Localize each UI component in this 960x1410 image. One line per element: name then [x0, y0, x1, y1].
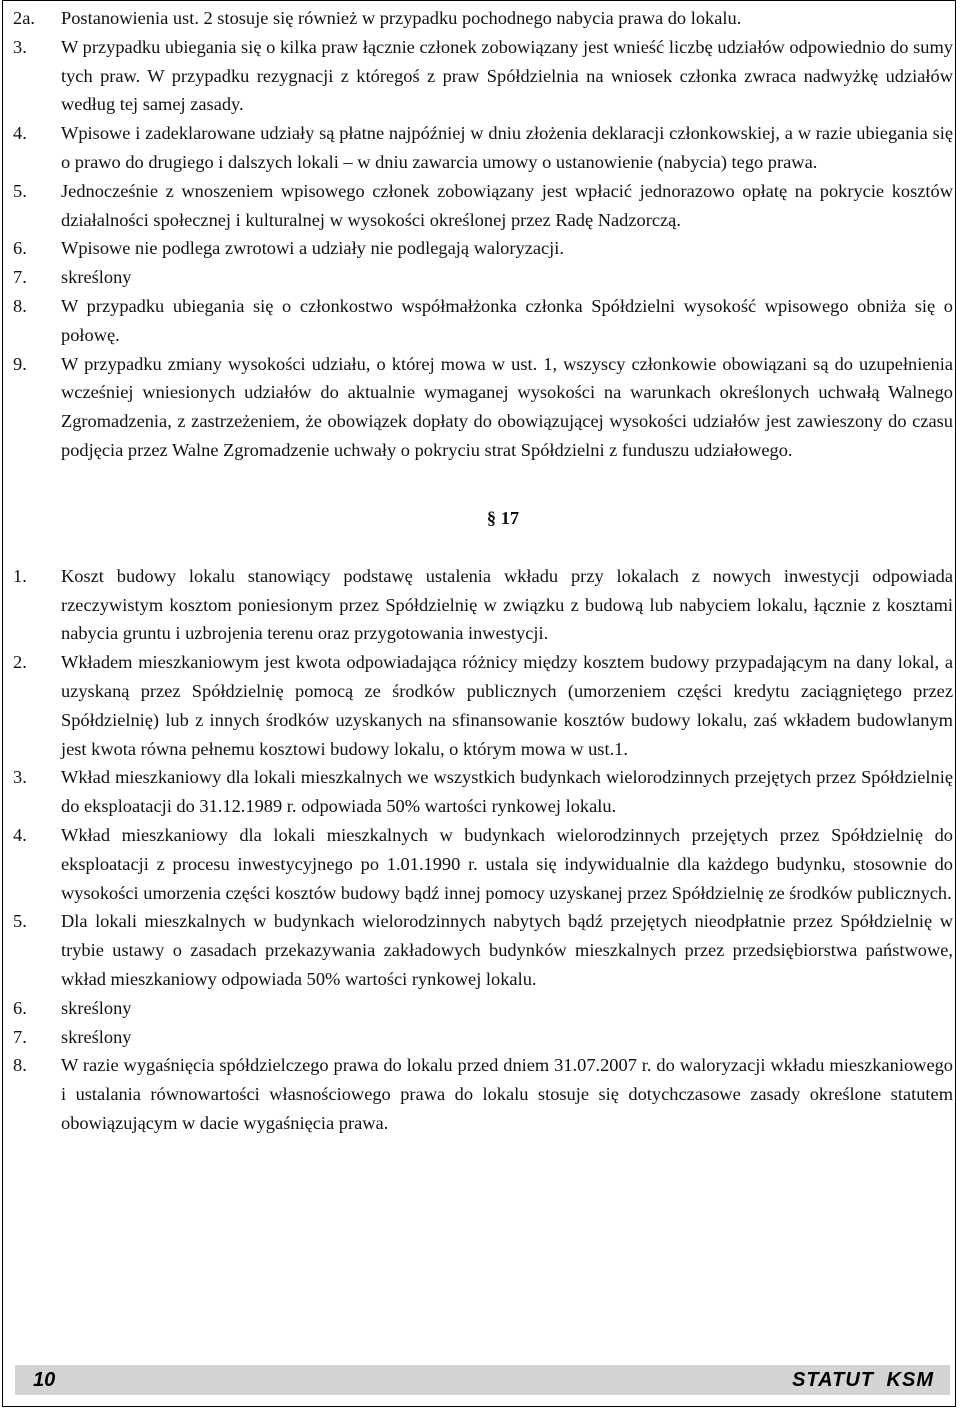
item-text: Wpisowe nie podlega zwrotowi a udziały nie podlegają waloryzacji.	[61, 238, 565, 259]
item-number: 7.	[13, 267, 27, 288]
list-item	[13, 177, 953, 235]
item-number: 4.	[13, 123, 27, 144]
list-item	[13, 263, 953, 292]
item-number: 5.	[13, 180, 27, 201]
list-item	[13, 763, 953, 821]
section-heading: § 17	[486, 508, 520, 529]
item-text: Wkład mieszkaniowy dla lokali mieszkalnych we wszystkich budynkach wielorodzinnych przejętych przez Spółdzielnię do eksploatacji do 31.12.1989 r. odpowiada 50% wartości rynkowej lokalu.	[61, 767, 953, 817]
item-text: skreślony	[61, 997, 132, 1018]
item-text: Koszt budowy lokalu stanowiący podstawę ustalenia wkładu przy lokalach z nowych inwestycji odpowiada rzeczywistym kosztom poniesionym przez Spółdzielnię w związku z budową lub nabyciem lokalu, łącznie z kosztami nabycia gruntu i uzbrojenia terenu oraz przygotowania inwestycji.	[61, 565, 953, 644]
item-text: W przypadku zmiany wysokości udziału, o której mowa w ust. 1, wszyscy członkowie obowiązani są do uzupełnienia wcześniej wniesionych udziałów do aktualnie wymaganej wysokości na warunkach określonych uchwałą Walnego Zgromadzenia, z zastrzeżeniem, że obowiązek dopłaty do obowiązującej wysokości udziałów jest zawieszony do czasu podjęcia przez Walne Zgromadzenie uchwały o pokryciu strat Spółdzielni z funduszu udziałowego.	[61, 353, 953, 460]
list-item	[13, 4, 953, 33]
item-number: 9.	[13, 353, 27, 374]
item-number: 8.	[13, 295, 27, 316]
item-number: 5.	[13, 911, 27, 932]
item-number: 7.	[13, 1026, 27, 1047]
list-item	[13, 562, 953, 648]
item-number: 1.	[13, 565, 27, 586]
item-text: Postanowienia ust. 2 stosuje się również w przypadku pochodnego nabycia prawa do lokalu.	[61, 8, 742, 28]
list-item	[13, 1051, 953, 1137]
list-item	[13, 234, 953, 263]
item-number: 2a.	[13, 8, 35, 28]
item-text: skreślony	[61, 1026, 132, 1047]
list-item	[13, 648, 953, 763]
list-item	[13, 292, 953, 350]
page-footer	[15, 1365, 950, 1395]
section-list-b	[13, 562, 953, 1138]
item-number: 6.	[13, 997, 27, 1018]
item-number: 3.	[13, 767, 27, 788]
item-text: W przypadku ubiegania się o członkostwo współmałżonka członka Spółdzielni wysokość wpisowego obniża się o połowę.	[61, 295, 953, 345]
list-item	[13, 907, 953, 993]
item-number: 4.	[13, 824, 27, 845]
list-item	[13, 994, 953, 1023]
list-item	[13, 350, 953, 465]
section-list-a	[13, 4, 953, 465]
item-number: 6.	[13, 238, 27, 259]
item-text: Dla lokali mieszkalnych w budynkach wielorodzinnych nabytych bądź przejętych nieodpłatnie przez Spółdzielnię w trybie ustawy o zasadach przekazywania zakładowych budynków mieszkalnych przez przedsiębiorstwa państwowe, wkład mieszkaniowy odpowiada 50% wartości rynkowej lokalu.	[61, 911, 953, 989]
item-text: Wkład mieszkaniowy dla lokali mieszkalnych w budynkach wielorodzinnych przejętych przez Spółdzielnię do eksploatacji z procesu inwestycyjnego po 1.01.1990 r. ustala się indywidualnie dla każdego budynku, stosownie do wysokości umorzenia części kosztów budowy bądź innej pomocy uzyskanej przez Spółdzielnię ze środków publicznych.	[61, 824, 953, 903]
item-number: 8.	[13, 1055, 27, 1076]
item-text: W razie wygaśnięcia spółdzielczego prawa do lokalu przed dniem 31.07.2007 r. do waloryzacji wkładu mieszkaniowego i ustalania równowartości własnościowego prawa do lokalu stosuje się dotychczasowe zasady określone statutem obowiązującym w dacie wygaśnięcia prawa.	[61, 1055, 953, 1133]
item-text: Wpisowe i zadeklarowane udziały są płatne najpóźniej w dniu złożenia deklaracji członkowskiej, a w razie ubiegania się o prawo do drugiego i dalszych lokali – w dniu zawarcia umowy o ustanowienie (nabycia) tego prawa.	[61, 123, 953, 172]
list-item	[13, 33, 953, 119]
document-page	[2, 0, 956, 1407]
item-number: 2.	[13, 652, 27, 673]
page-content	[13, 4, 953, 1138]
item-text: skreślony	[61, 267, 132, 288]
item-text: W przypadku ubiegania się o kilka praw łącznie członek zobowiązany jest wnieść liczbę udziałów odpowiednio do sumy tych praw. W przypadku rezygnacji z któregoś z praw Spółdzielnia na wniosek członka zwraca nadwyżkę udziałów według tej samej zasady.	[61, 36, 953, 115]
item-text: Wkładem mieszkaniowym jest kwota odpowiadająca różnicy między kosztem budowy przypadającym na dany lokal, a uzyskaną przez Spółdzielnię pomocą ze środków publicznych (umorzeniem części kredytu zaciągniętego przez Spółdzielnię) lub z innych środków uzyskanych na sfinansowanie kosztów budowy lokalu, zaś wkładem budowlanym jest kwota równa pełnemu kosztowi budowy lokalu, o którym mowa w ust.1.	[61, 652, 953, 759]
list-item	[13, 1023, 953, 1052]
list-item	[13, 821, 953, 907]
item-text: Jednocześnie z wnoszeniem wpisowego członek zobowiązany jest wpłacić jednorazowo opłatę na pokrycie kosztów działalności społecznej i kulturalnej w wysokości określonej przez Radę Nadzorczą.	[61, 180, 953, 230]
list-item	[13, 119, 953, 177]
document-title: STATUT KSM	[792, 1368, 934, 1391]
item-number: 3.	[13, 36, 27, 57]
page-number: 10	[33, 1368, 56, 1391]
